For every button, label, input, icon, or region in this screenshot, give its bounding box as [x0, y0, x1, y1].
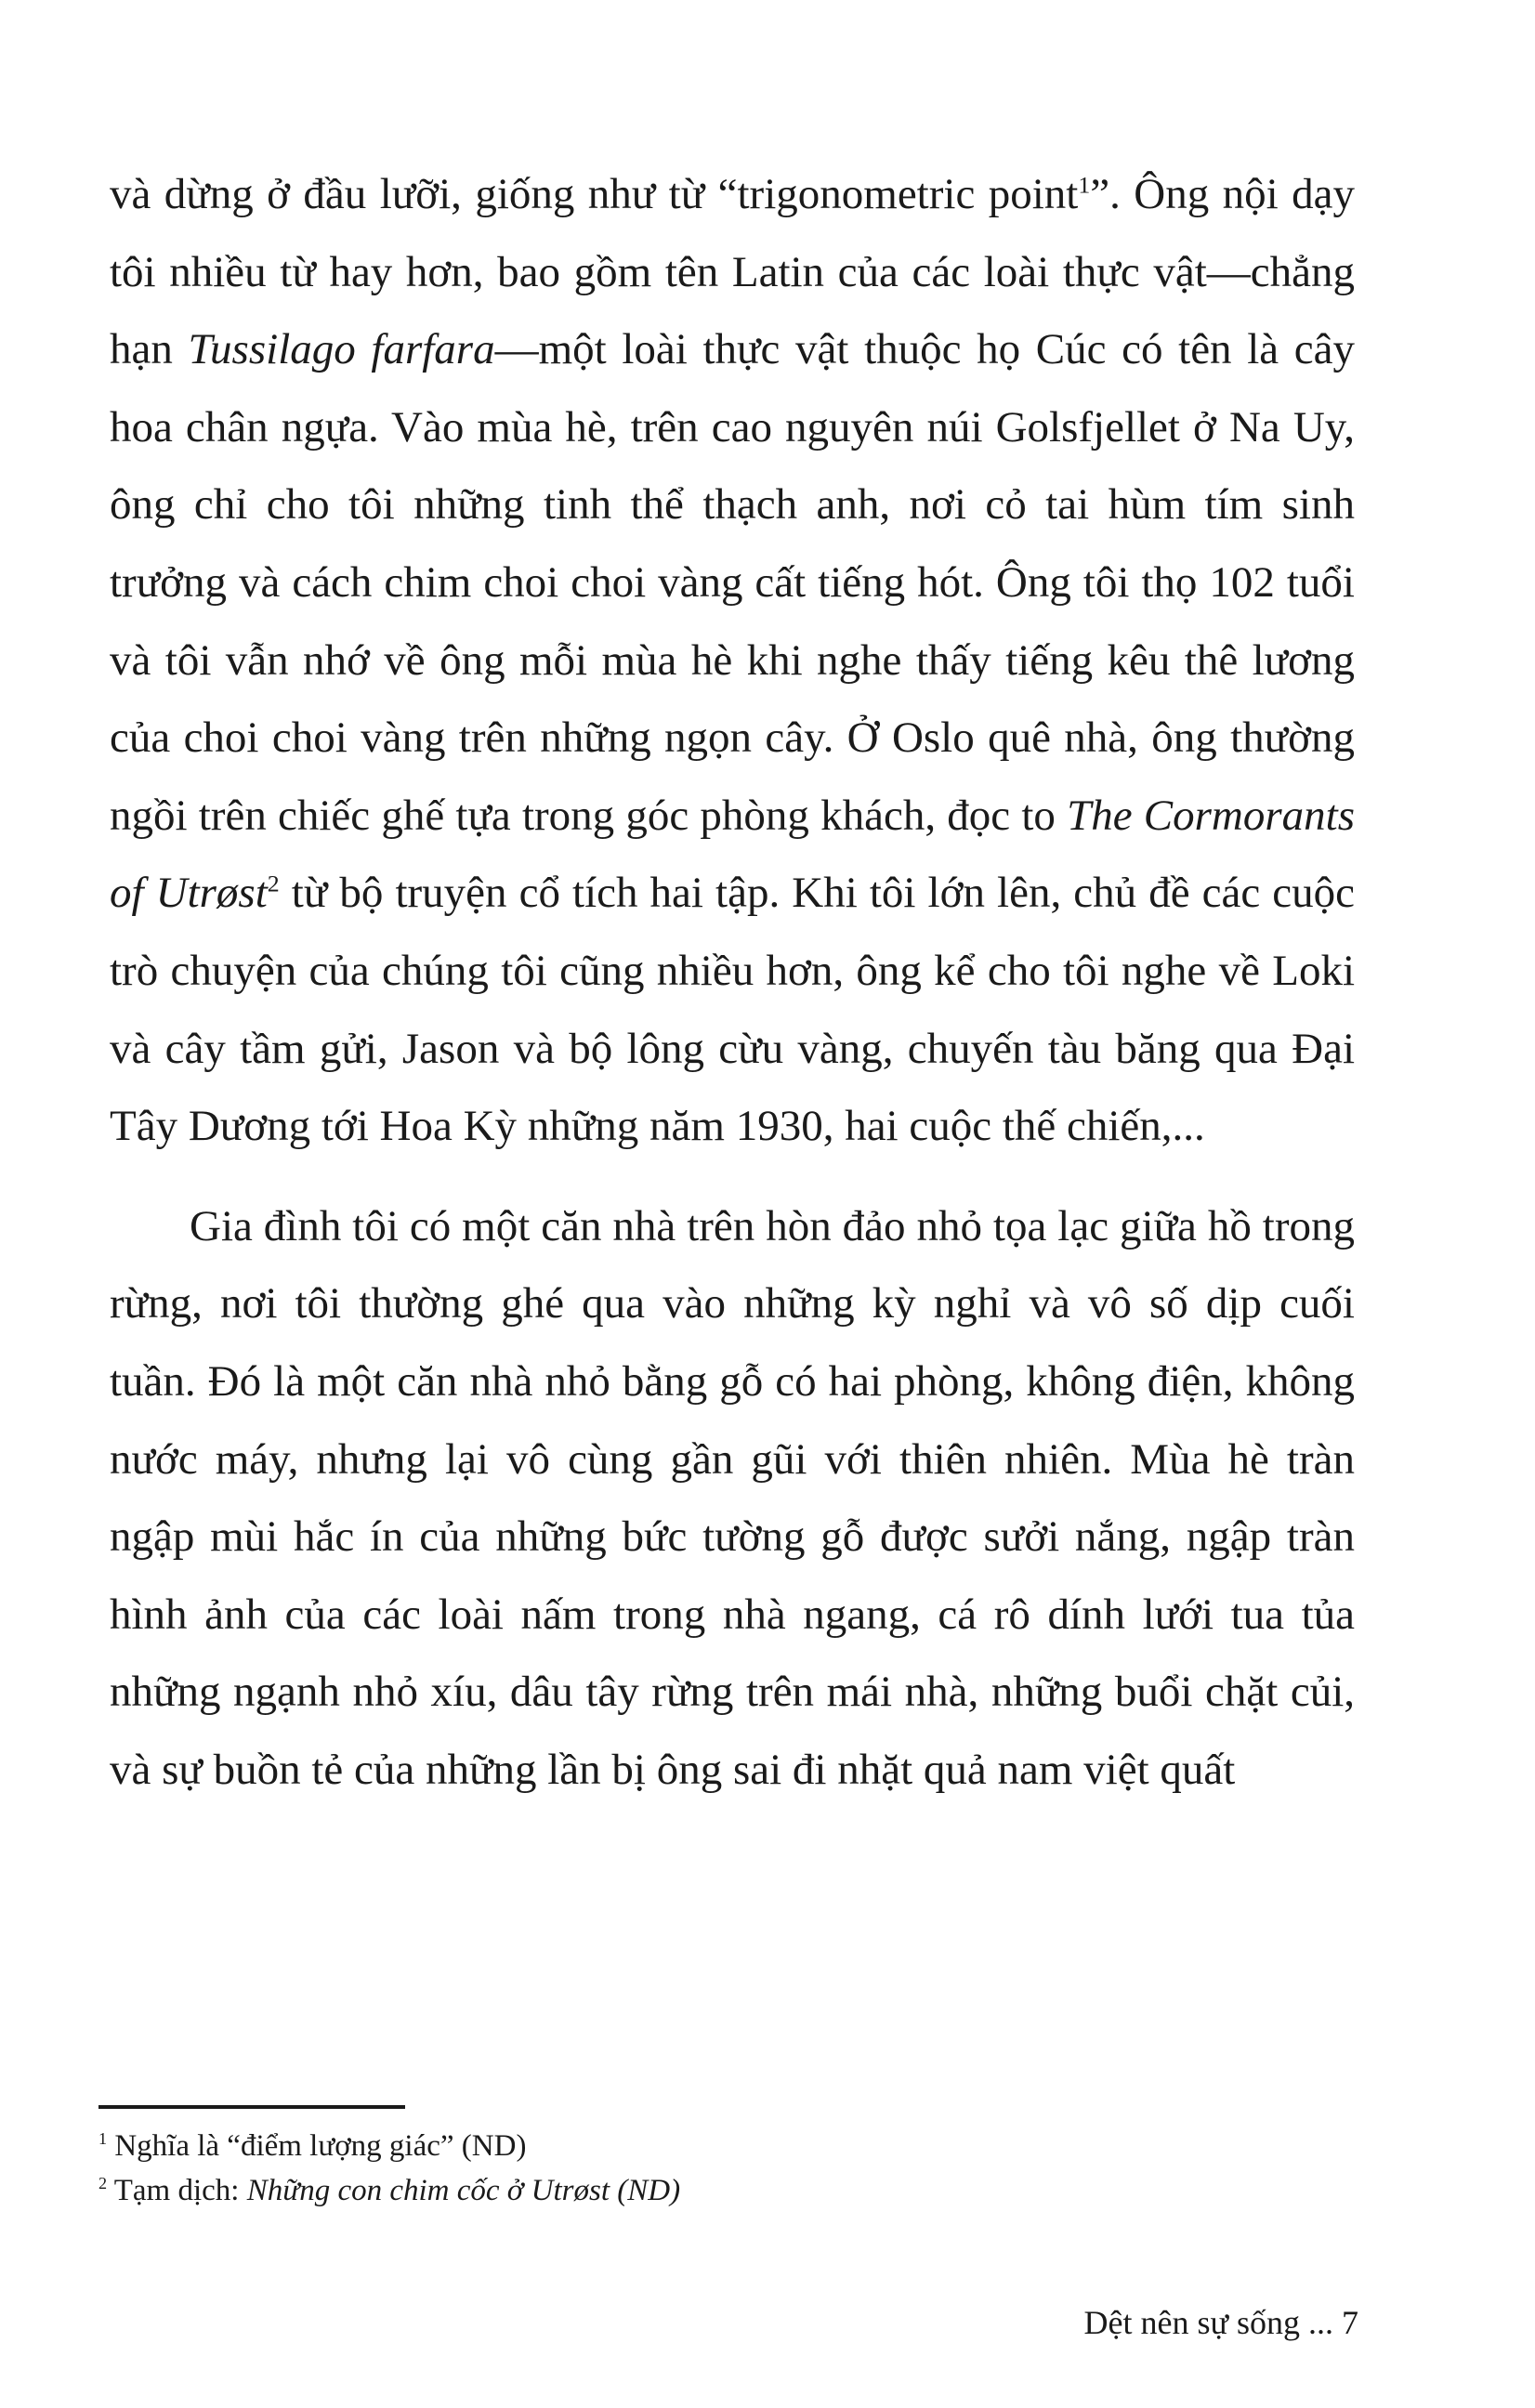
footnote-1	[98, 2124, 1214, 2168]
paragraph-1-text-a: và dừng ở đầu lưỡi, giống như từ “trigonometric point	[110, 170, 1079, 218]
paragraph-1	[110, 156, 1355, 1166]
footnote-divider	[98, 2105, 405, 2109]
footnote-1-marker: 1	[98, 2129, 108, 2148]
paragraph-1-text-c: —một loài thực vật thuộc họ Cúc có tên là cây hoa chân ngựa. Vào mùa hè, trên cao nguyên núi Golsfjellet ở Na Uy, ông chỉ cho tôi những tinh thể thạch anh, nơi cỏ tai hùm tím sinh trưởng và cách chim choi choi vàng cất tiếng hót. Ông tôi thọ 102 tuổi và tôi vẫn nhớ về ông mỗi mùa hè khi nghe thấy tiếng kêu thê lương của choi choi vàng trên những ngọn cây. Ở Oslo quê nhà, ông thường ngồi trên chiếc ghế tựa trong góc phòng khách, đọc to	[110, 325, 1355, 840]
paragraph-1-text-d: từ bộ truyện cổ tích hai tập. Khi tôi lớn lên, chủ đề các cuộc trò chuyện của chúng tôi cũng nhiều hơn, ông kể cho tôi nghe về Loki và cây tầm gửi, Jason và bộ lông cừu vàng, chuyến tàu băng qua Đại Tây Dương tới Hoa Kỳ những năm 1930, hai cuộc thế chiến,...	[110, 869, 1355, 1151]
footnote-2-text: Những con chim cốc ở Utrøst (ND)	[246, 2174, 681, 2207]
paragraph-2: Gia đình tôi có một căn nhà trên hòn đảo nhỏ tọa lạc giữa hồ trong rừng, nơi tôi thường ghé qua vào những kỳ nghỉ và vô số dịp cuối tuần. Đó là một căn nhà nhỏ bằng gỗ có hai phòng, không điện, không nước máy, nhưng lại vô cùng gần gũi với thiên nhiên. Mùa hè tràn ngập mùi hắc ín của những bức tường gỗ được sưởi nắng, ngập tràn hình ảnh của các loài nấm trong nhà ngang, cá rô dính lưới tua tủa những ngạnh nhỏ xíu, dâu tây rừng trên mái nhà, những buổi chặt củi, và sự buồn tẻ của những lần bị ông sai đi nhặt quả nam việt quất	[110, 1201, 1355, 1794]
book-title-italic: The Cormorants of Utrøst	[110, 791, 1355, 918]
paragraph-1-text-b: ”. Ông nội dạy tôi nhiều từ hay hơn, bao gồm tên Latin của các loài thực vật—chẳng hạn	[110, 170, 1355, 374]
footnote-2-label: Tạm dịch:	[113, 2174, 247, 2207]
running-title: Dệt nên sự sống ...	[1083, 2304, 1333, 2341]
footnote-2-marker: 2	[98, 2174, 108, 2192]
page-footer	[1084, 2300, 1359, 2345]
body-text	[110, 156, 1355, 1809]
footnote-2	[98, 2168, 1214, 2213]
page-number: 7	[1342, 2304, 1358, 2341]
footnote-1-text: Nghĩa là “điểm lượng giác” (ND)	[114, 2129, 527, 2163]
footnotes	[98, 2124, 1214, 2213]
footnote-ref-2: 2	[267, 870, 280, 897]
latin-plant-name: Tussilago farfara	[188, 325, 495, 374]
footnote-ref-1: 1	[1078, 171, 1091, 199]
